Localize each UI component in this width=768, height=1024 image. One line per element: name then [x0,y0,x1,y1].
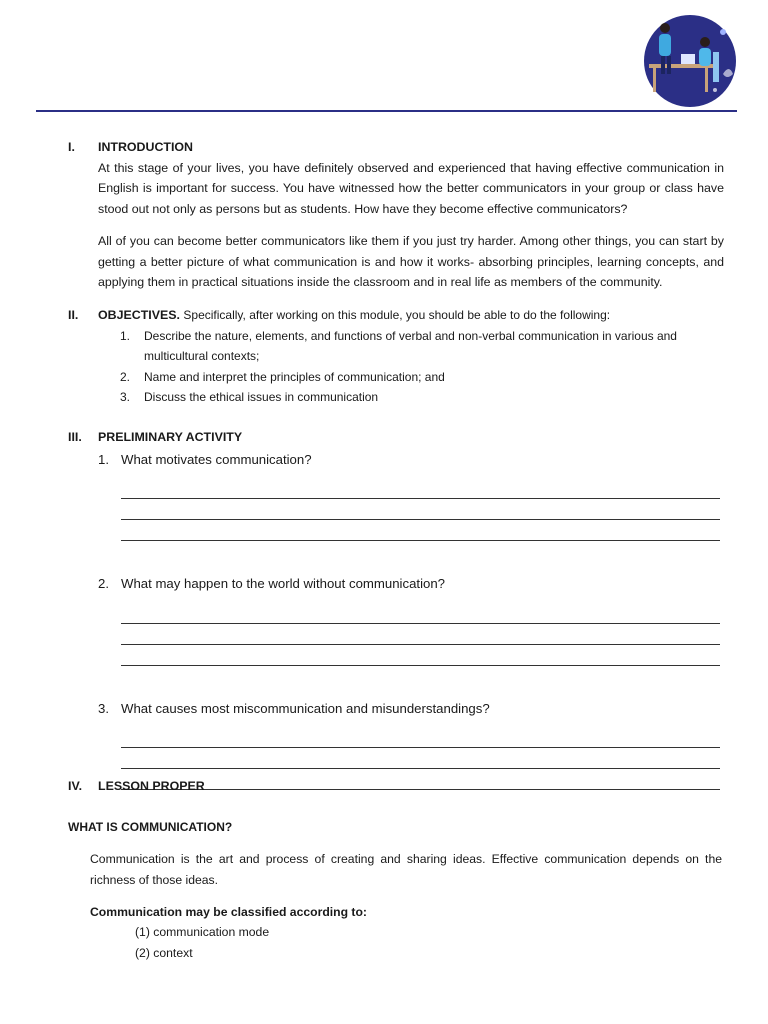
intro-paragraph-1: At this stage of your lives, you have definitely observed and experienced that having effective communication in English is important for success. You have witnessed how the better communicators in your group or class have stood out not only as persons but as students. How have they become effective communicators? [98,160,724,216]
question-number: 2. [98,576,109,591]
item-text: Describe the nature, elements, and functions of verbal and non-verbal communication in various and multicultural contexts; [144,328,677,363]
question-number: 1. [98,451,109,467]
section-number: III. [68,430,82,444]
objectives-lead: Specifically, after working on this module, you should be able to do the following: [183,308,611,322]
section-number: II. [68,308,79,322]
list-item [98,326,724,367]
item-number: 1. [120,328,131,343]
item-number: 2. [120,369,131,384]
answer-line[interactable] [121,727,720,748]
objectives-heading [98,305,724,326]
list-item: (1) communication mode [135,925,270,939]
answer-line[interactable] [121,603,720,624]
subheading: WHAT IS COMMUNICATION? [68,820,233,834]
header-divider [36,110,737,112]
section-title: OBJECTIVES. [98,308,180,322]
section-number: IV. [68,779,83,793]
question-block [98,574,724,666]
classification-title: Communication may be classified according to: [90,905,367,919]
section-number: I. [68,140,75,154]
section-title: INTRODUCTION [98,140,193,154]
question [98,574,724,595]
objectives-list [98,326,724,408]
question-number: 3. [98,700,109,716]
list-item [98,367,724,388]
item-text: Discuss the ethical issues in communication [144,390,379,404]
question [98,450,724,471]
answer-line[interactable] [121,499,720,520]
list-item [98,387,724,408]
classification-list [135,922,269,963]
section-title: LESSON PROPER [98,779,205,793]
item-text: Name and interpret the principles of communication; and [144,369,445,384]
answer-lines [121,478,724,541]
section-title: PRELIMINARY ACTIVITY [98,430,243,444]
answer-line[interactable] [121,520,720,541]
definition-paragraph: Communication is the art and process of creating and sharing ideas. Effective communication depends on the richness of those ideas. [90,852,722,887]
answer-line[interactable] [121,478,720,499]
list-item: (2) context [135,945,193,960]
answer-line[interactable] [121,748,720,769]
question-text: What may happen to the world without communication? [121,576,445,591]
answer-line[interactable] [121,645,720,666]
answer-line[interactable] [121,624,720,645]
item-number: 3. [120,390,131,404]
question-text: What motivates communication? [121,451,312,467]
intro-paragraph-2: All of you can become better communicators like them if you just try harder. Among other things, you can start by getting a better picture of what communication is and how it works- absorbing principles, learning concepts, and applying them in practical situations inside the classroom and in real life as members of the community. [98,234,724,289]
question [98,699,724,720]
answer-lines [121,603,724,666]
question-text: What causes most miscommunication and misunderstandings? [121,700,490,716]
people-at-desk-illustration [643,14,737,108]
question-block [98,450,724,542]
